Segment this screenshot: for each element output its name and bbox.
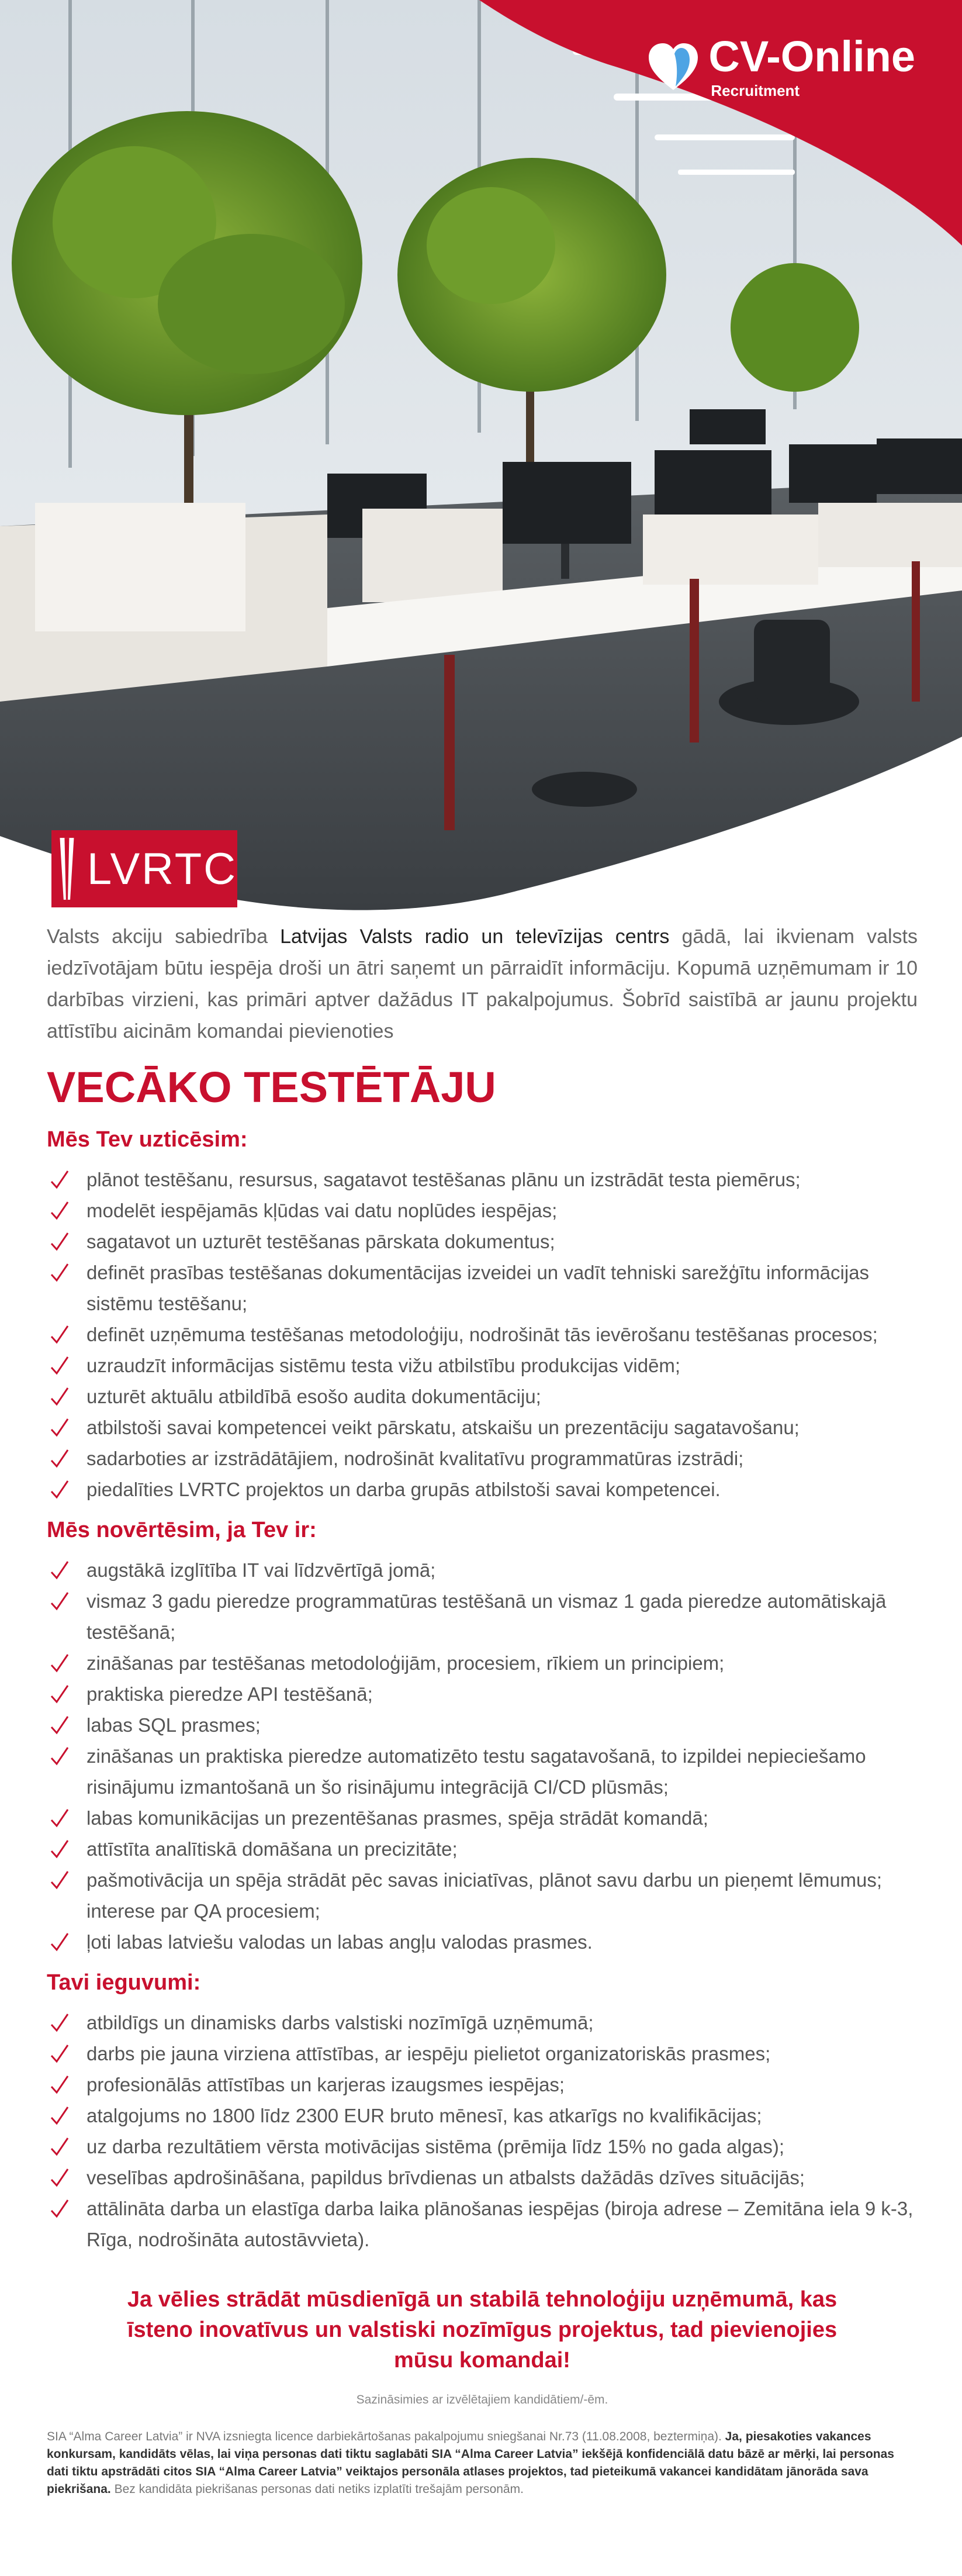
checkmark-icon xyxy=(48,1412,71,1443)
job-title: VECĀKO TESTĒTĀJU xyxy=(47,1063,496,1111)
checkmark-icon xyxy=(48,1741,71,1772)
list-item xyxy=(47,1802,918,1833)
list-item xyxy=(47,1443,918,1474)
checkmark-icon xyxy=(48,1833,71,1864)
list-item xyxy=(47,1648,918,1679)
legal-license: SIA “Alma Career Latvia” ir NVA izsniegta licence darbiekārtošanas pakalpojumu sniegšanai Nr.73 (11.08.2008, beztermiņa). xyxy=(47,2430,725,2444)
checkmark-icon xyxy=(48,1710,71,1741)
list-item xyxy=(47,1864,918,1926)
heart-logo-icon xyxy=(646,41,700,95)
checkmark-icon xyxy=(48,1164,71,1195)
list-item xyxy=(47,1257,918,1319)
cv-online-logo[interactable] xyxy=(646,32,915,100)
closing-call-to-action: Ja vēlies strādāt mūsdienīgā un stabilā tehnoloģiju uzņēmumā, kas īsteno inovatīvus un valstiski nozīmīgus projektus, tad pievienojies mūsu komandai! xyxy=(127,2287,838,2373)
list-item xyxy=(47,1926,918,1957)
checkmark-icon xyxy=(48,1319,71,1350)
list-item xyxy=(47,1555,918,1586)
list-item-text: vismaz 3 gadu pieredze programmatūras testēšanā un vismaz 1 gada pieredze automātiskajā testēšanā; xyxy=(86,1590,887,1643)
list-item-text: ļoti labas latviešu valodas un labas angļu valodas prasmes. xyxy=(86,1931,593,1953)
list-item-text: modelēt iespējamās kļūdas vai datu noplūdes iespējas; xyxy=(86,1200,558,1222)
intro-before: Valsts akciju sabiedrība xyxy=(47,926,281,948)
list-item-text: attīstīta analītiskā domāšana un precizitāte; xyxy=(86,1838,458,1860)
list-item xyxy=(47,1381,918,1412)
job-content xyxy=(47,921,918,2498)
list-item-text: attālināta darba un elastīga darba laika plānošanas iespējas (biroja adrese – Zemitāna iela 9 k-3, Rīga, nodrošināta autostāvvieta). xyxy=(86,2198,913,2251)
requirements-list xyxy=(47,1555,918,1957)
list-item xyxy=(47,2100,918,2131)
list-item xyxy=(47,1710,918,1741)
checkmark-icon xyxy=(48,1474,71,1505)
list-item xyxy=(47,1226,918,1257)
list-item-text: pašmotivācija un spēja strādāt pēc savas iniciatīvas, plānot savu darbu un pieņemt lēmumus; interese par QA procesiem; xyxy=(86,1869,883,1922)
list-item xyxy=(47,2193,918,2255)
company-name: Latvijas Valsts radio un televīzijas centrs xyxy=(280,926,670,948)
list-item-text: atbildīgs un dinamisks darbs valstiski nozīmīgā uzņēmumā; xyxy=(86,2012,594,2034)
checkmark-icon xyxy=(48,2069,71,2100)
list-item xyxy=(47,1195,918,1226)
checkmark-icon xyxy=(48,1257,71,1288)
list-item xyxy=(47,1833,918,1864)
list-item-text: atbilstoši savai kompetencei veikt pārskatu, atskaišu un prezentāciju sagatavošanu; xyxy=(86,1417,800,1439)
checkmark-icon xyxy=(48,2131,71,2162)
list-item xyxy=(47,2131,918,2162)
checkmark-icon xyxy=(48,2162,71,2193)
checkmark-icon xyxy=(48,1679,71,1710)
checkmark-icon xyxy=(48,1226,71,1257)
list-item-text: veselības apdrošināšana, papildus brīvdienas un atbalsts dažādās dzīves situācijās; xyxy=(86,2167,805,2189)
checkmark-icon xyxy=(48,1443,71,1474)
list-item xyxy=(47,1319,918,1350)
section-title: Mēs Tev uzticēsim: xyxy=(47,1127,248,1152)
list-item-text: piedalīties LVRTC projektos un darba grupās atbilstoši savai kompetencei. xyxy=(86,1479,721,1501)
legal-notice xyxy=(47,2428,918,2498)
section-requirements xyxy=(47,1518,918,1957)
checkmark-icon xyxy=(48,1381,71,1412)
checkmark-icon xyxy=(48,2007,71,2038)
checkmark-icon xyxy=(48,1195,71,1226)
responsibilities-list xyxy=(47,1164,918,1505)
checkmark-icon xyxy=(48,1802,71,1833)
checkmark-icon xyxy=(48,1648,71,1679)
list-item xyxy=(47,1679,918,1710)
list-item-text: definēt uzņēmuma testēšanas metodoloģiju, nodrošināt tās ievērošanu testēšanas procesos; xyxy=(86,1324,878,1346)
checkmark-icon xyxy=(48,1926,71,1957)
checkmark-icon xyxy=(48,1586,71,1617)
list-item xyxy=(47,1412,918,1443)
checkmark-icon xyxy=(48,1864,71,1895)
list-item xyxy=(47,2038,918,2069)
checkmark-icon xyxy=(48,2038,71,2069)
list-item-text: augstākā izglītība IT vai līdzvērtīgā jomā; xyxy=(86,1559,436,1581)
checkmark-icon xyxy=(48,2100,71,2131)
list-item-text: profesionālās attīstības un karjeras izaugsmes iespējas; xyxy=(86,2074,565,2096)
list-item xyxy=(47,2069,918,2100)
section-benefits xyxy=(47,1970,918,2255)
list-item-text: uzturēt aktuālu atbildībā esošo audita dokumentāciju; xyxy=(86,1386,541,1408)
list-item-text: sadarboties ar izstrādātājiem, nodrošināt kvalitatīvu programmatūras izstrādi; xyxy=(86,1448,744,1470)
list-item-text: labas komunikācijas un prezentēšanas prasmes, spēja strādāt komandā; xyxy=(86,1807,708,1829)
lvrtc-logo-text: LVRTC xyxy=(86,844,237,894)
lvrtc-tower-icon xyxy=(51,830,82,907)
hero-banner xyxy=(0,0,962,912)
legal-privacy: Bez kandidāta piekrišanas personas dati netiks izplatīti trešajām personām. xyxy=(110,2482,524,2496)
list-item-text: zināšanas un praktiska pieredze automatizēto testu sagatavošanā, to izpildei nepieciešamo risinājumu izmantošanā un šo risinājumu integrācijā CI/CD plūsmās; xyxy=(86,1745,866,1798)
contact-note: Sazināsimies ar izvēlētajiem kandidātiem/-ēm. xyxy=(356,2393,608,2407)
office-photo xyxy=(0,0,962,912)
list-item xyxy=(47,1350,918,1381)
list-item-text: labas SQL prasmes; xyxy=(86,1714,261,1736)
section-title: Tavi ieguvumi: xyxy=(47,1970,201,1995)
section-responsibilities xyxy=(47,1127,918,1505)
list-item xyxy=(47,1164,918,1195)
list-item-text: zināšanas par testēšanas metodoloģijām, procesiem, rīkiem un principiem; xyxy=(86,1652,725,1674)
section-title: Mēs novērtēsim, ja Tev ir: xyxy=(47,1518,317,1543)
list-item xyxy=(47,1474,918,1505)
list-item-text: darbs pie jauna virziena attīstības, ar iespēju pielietot organizatoriskās prasmes; xyxy=(86,2043,771,2065)
list-item-text: definēt prasības testēšanas dokumentācijas izveidei un vadīt tehniski sarežģītu informācijas sistēmu testēšanu; xyxy=(86,1262,870,1315)
list-item-text: sagatavot un uzturēt testēšanas pārskata dokumentus; xyxy=(86,1231,555,1253)
list-item-text: plānot testēšanu, resursus, sagatavot testēšanas plānu un izstrādāt testa piemērus; xyxy=(86,1169,801,1191)
intro-paragraph xyxy=(47,921,918,1047)
checkmark-icon xyxy=(48,1555,71,1586)
brand-subtitle: Recruitment xyxy=(711,82,800,99)
lvrtc-logo xyxy=(51,830,237,907)
benefits-list xyxy=(47,2007,918,2255)
legal-consent: Ja, piesakoties vakances konkursam, kandidāts vēlas, lai viņa personas dati tiktu saglabāti SIA “Alma Career Latvia” iekšējā konfidenciālā datu bāzē ar mērķi, lai personas dati tiktu apstrādāti citos SIA “Alma Career Latvia” veiktajos personāla atlases projektos, tad pieteikumā vakancei kandidātam jānorāda sava piekrišana. xyxy=(47,2430,894,2496)
brand-name: CV-Online xyxy=(708,32,915,81)
checkmark-icon xyxy=(48,2193,71,2224)
list-item-text: uzraudzīt informācijas sistēmu testa vižu atbilstību produkcijas vidēm; xyxy=(86,1355,681,1377)
list-item xyxy=(47,1741,918,1802)
list-item-text: atalgojums no 1800 līdz 2300 EUR bruto mēnesī, kas atkarīgs no kvalifikācijas; xyxy=(86,2105,762,2127)
list-item xyxy=(47,2162,918,2193)
list-item-text: uz darba rezultātiem vērsta motivācijas sistēma (prēmija līdz 15% no gada algas); xyxy=(86,2136,785,2158)
job-sections xyxy=(47,1127,918,2255)
intro-after: gādā, lai ikvienam valsts iedzīvotājam būtu iespēja droši un ātri saņemt un pārraidīt informāciju. Kopumā uzņēmumam ir 10 darbības virzieni, kas primāri aptver dažādus IT pakalpojumus. Šobrīd saistībā ar jaunu projektu attīstību aicinām komandai pievienoties xyxy=(47,926,918,1042)
list-item xyxy=(47,1586,918,1648)
checkmark-icon xyxy=(48,1350,71,1381)
list-item-text: praktiska pieredze API testēšanā; xyxy=(86,1683,373,1705)
list-item xyxy=(47,2007,918,2038)
